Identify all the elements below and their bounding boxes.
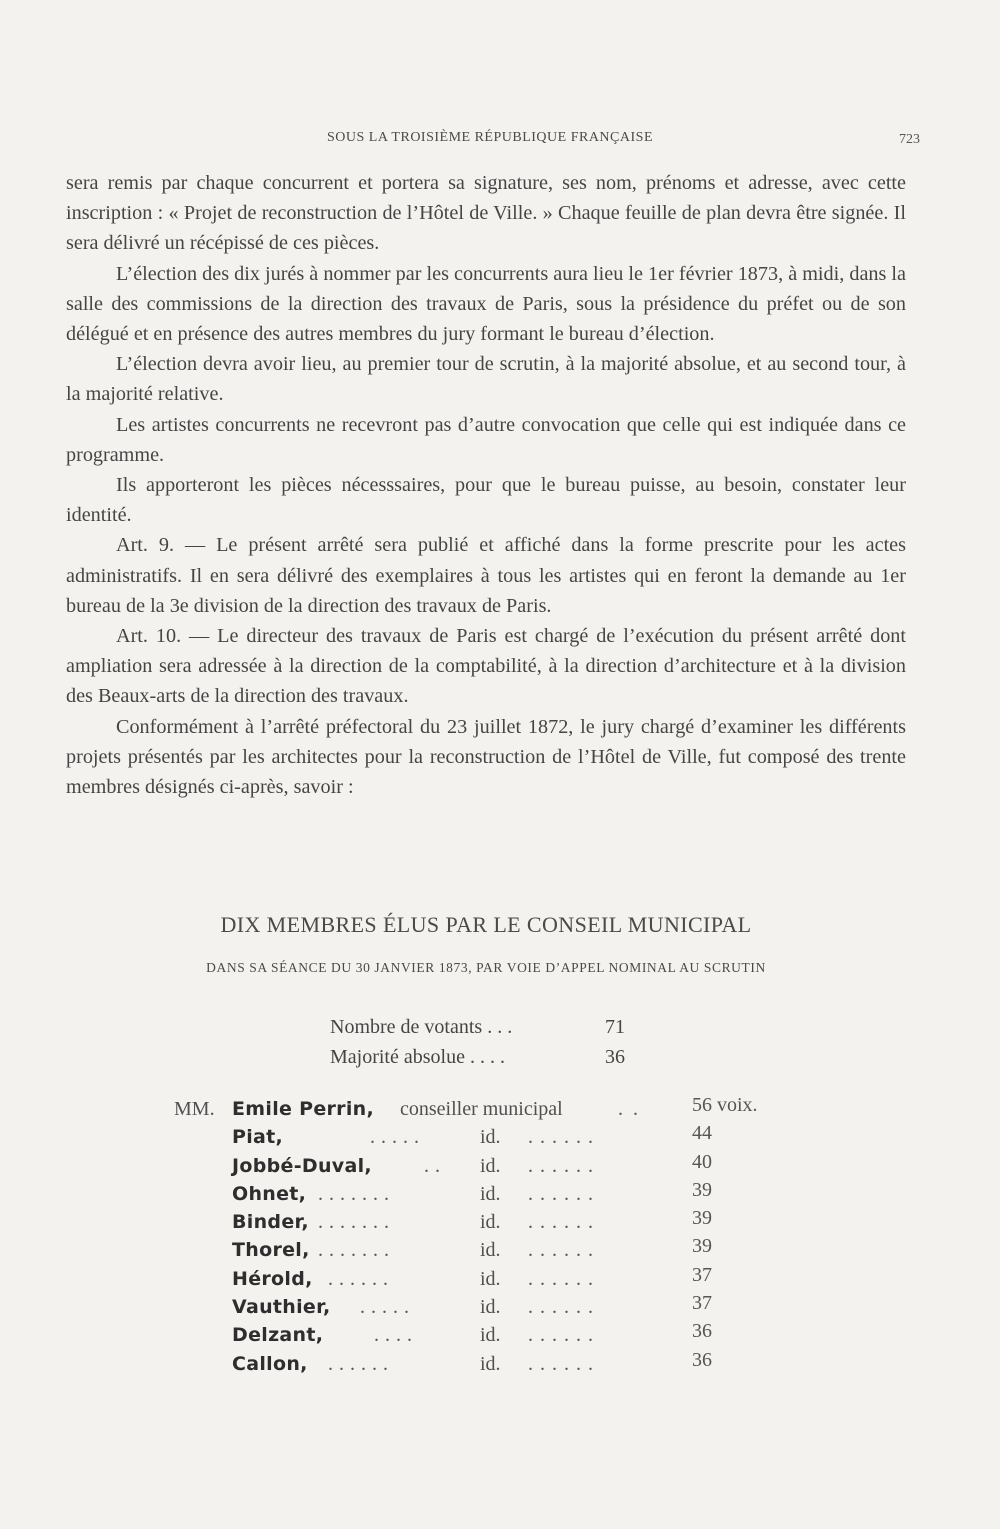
member-name: Delzant,	[232, 1324, 324, 1347]
member-role: id.	[480, 1211, 501, 1234]
leader-dots: ......	[528, 1267, 600, 1290]
member-name: Callon,	[232, 1352, 308, 1375]
leader-dots: ......	[528, 1182, 600, 1205]
leader-dots: ......	[528, 1296, 600, 1319]
member-row	[174, 1122, 814, 1150]
member-votes: 39	[692, 1178, 712, 1201]
section-subheading: DANS SA SÉANCE DU 30 JANVIER 1873, PAR VOIE D’APPEL NOMINAL AU SCRUTIN	[206, 960, 766, 975]
member-votes: 56 voix.	[692, 1094, 758, 1116]
paragraph: Art. 9. — Le présent arrêté sera publié et affiché dans la forme prescrite pour les actes administratifs. Il en sera délivré des exemplaires à tous les artistes qui en feront la demande au 1er bureau de la 3e division de la direction des travaux de Paris.	[66, 534, 906, 617]
member-votes: 40	[692, 1150, 712, 1173]
stat-label: Majorité absolue . . . .	[330, 1046, 505, 1068]
stat-value: 71	[605, 1016, 625, 1038]
leader-dots: ......	[528, 1352, 600, 1375]
paragraph: L’élection des dix jurés à nommer par les concurrents aura lieu le 1er février 1873, à midi, dans la salle des commissions de la direction des travaux de Paris, sous la présidence du préfet ou de son délégué et en présence des autres membres du jury formant le bureau d’élection.	[66, 262, 906, 346]
member-row	[174, 1094, 814, 1122]
member-row	[174, 1292, 814, 1320]
leader-dots: ..	[618, 1098, 648, 1120]
members-prefix: MM.	[174, 1098, 215, 1120]
member-role: id.	[480, 1182, 501, 1205]
member-votes: 36	[692, 1348, 712, 1371]
leader-dots: ......	[528, 1154, 600, 1177]
member-name: Hérold,	[232, 1267, 313, 1290]
paragraph: Conformément à l’arrêté préfectoral du 23 juillet 1872, le jury chargé d’examiner les différents projets présentés par les architectes pour la reconstruction de l’Hôtel de Ville, fut composé des trente membres désignés ci-après, savoir :	[66, 715, 906, 799]
member-votes: 44	[692, 1122, 712, 1145]
member-role: id.	[480, 1352, 501, 1375]
member-name: Thorel,	[232, 1239, 310, 1262]
leader-dots: ......	[528, 1126, 600, 1149]
leader-dots: ......	[528, 1239, 600, 1262]
member-row	[174, 1207, 814, 1235]
member-name: Piat,	[232, 1126, 284, 1149]
member-row	[174, 1349, 814, 1377]
leader-dots: ......	[528, 1324, 600, 1347]
member-votes: 39	[692, 1207, 712, 1230]
member-row	[174, 1235, 814, 1263]
member-votes: 37	[692, 1292, 712, 1315]
member-role: id.	[480, 1154, 501, 1177]
paragraph: Art. 10. — Le directeur des travaux de Paris est chargé de l’exécution du présent arrêté dont ampliation sera adressée à la direction de la comptabilité, à la direction d’architecture et à la division des Beaux-arts de la direction des travaux.	[66, 625, 906, 708]
running-title: SOUS LA TROISIÈME RÉPUBLIQUE FRANÇAISE	[327, 130, 653, 145]
member-role: id.	[480, 1324, 501, 1347]
paragraph: L’élection devra avoir lieu, au premier tour de scrutin, à la majorité absolue, et au second tour, à la majorité relative.	[66, 353, 906, 406]
member-name: Vauthier,	[232, 1296, 331, 1319]
leader-dots: .....	[370, 1126, 425, 1149]
member-votes: 37	[692, 1263, 712, 1286]
member-name: Emile Perrin,	[232, 1098, 375, 1120]
stat-label: Nombre de votants . . .	[330, 1016, 513, 1038]
leader-dots: .....	[360, 1296, 415, 1319]
leader-dots: ..	[424, 1154, 446, 1177]
body-text	[66, 168, 906, 802]
vote-statistics	[330, 1012, 650, 1072]
leader-dots: ......	[328, 1352, 394, 1375]
leader-dots: ......	[328, 1267, 394, 1290]
member-role: id.	[480, 1267, 501, 1290]
section-heading: DIX MEMBRES ÉLUS PAR LE CONSEIL MUNICIPAL	[220, 912, 752, 937]
member-name: Binder,	[232, 1211, 309, 1234]
leader-dots: .......	[318, 1211, 395, 1234]
member-role: id.	[480, 1239, 501, 1262]
leader-dots: ....	[374, 1324, 418, 1347]
member-role: id.	[480, 1126, 501, 1149]
member-row	[174, 1151, 814, 1179]
member-row	[174, 1320, 814, 1348]
member-role: id.	[480, 1296, 501, 1319]
page-number: 723	[899, 132, 920, 147]
member-row	[174, 1264, 814, 1292]
member-role: conseiller municipal	[400, 1098, 563, 1120]
paragraph: Ils apporteront les pièces nécesssaires, pour que le bureau puisse, au besoin, constater leur identité.	[66, 474, 906, 527]
member-votes: 39	[692, 1235, 712, 1258]
stat-row	[330, 1012, 650, 1042]
leader-dots: .......	[318, 1182, 395, 1205]
member-name: Ohnet,	[232, 1182, 307, 1205]
leader-dots: .......	[318, 1239, 395, 1262]
member-row	[174, 1179, 814, 1207]
paragraph: sera remis par chaque concurrent et portera sa signature, ses nom, prénoms et adresse, avec cette inscription : « Projet de reconstruction de l’Hôtel de Ville. » Chaque feuille de plan devra être signée. Il sera délivré un récépissé de ces pièces.	[66, 172, 906, 255]
member-name: Jobbé-Duval,	[232, 1154, 372, 1177]
leader-dots: ......	[528, 1211, 600, 1234]
member-votes: 36	[692, 1320, 712, 1343]
stat-value: 36	[605, 1046, 625, 1068]
members-list	[174, 1094, 814, 1377]
stat-row	[330, 1042, 650, 1072]
paragraph: Les artistes concurrents ne recevront pas d’autre convocation que celle qui est indiquée dans ce programme.	[66, 413, 906, 466]
running-header	[60, 130, 920, 150]
